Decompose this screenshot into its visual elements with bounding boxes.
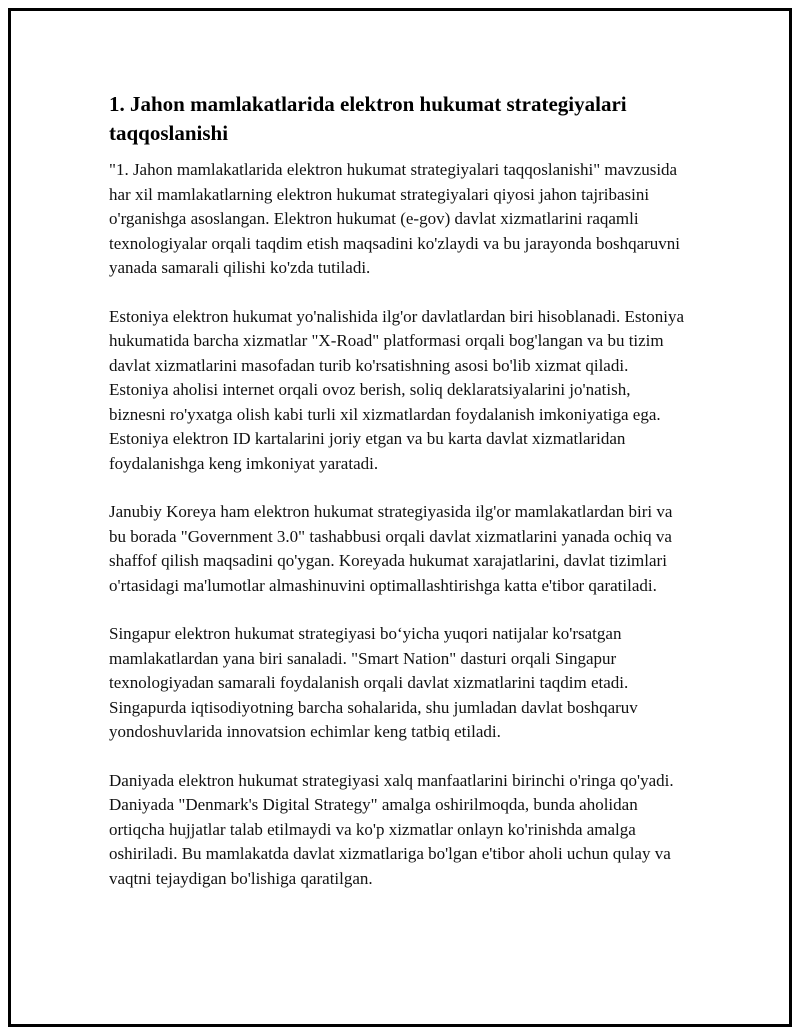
document-body xyxy=(109,90,689,915)
paragraph-singapore: Singapur elektron hukumat strategiyasi bo‘yicha yuqori natijalar ko'rsatgan mamlakatlardan yana biri sanaladi. "Smart Nation" dasturi orqali Singapur texnologiyadan samarali foydalanish orqali davlat xizmatlarini taqdim etadi. Singapurda iqtisodiyotning barcha sohalarida, shu jumladan davlat boshqaruv yondoshuvlarida innovatsion echimlar keng tatbiq etiladi. xyxy=(109,624,638,741)
paragraph-intro: "1. Jahon mamlakatlarida elektron hukumat strategiyalari taqqoslanishi" mavzusida har xil mamlakatlarning elektron hukumat strategiyalari qiyosi jahon tajribasini o'rganishga asoslangan. Elektron hukumat (e-gov) davlat xizmatlarini raqamli texnologiyalar orqali taqdim etish maqsadini ko'zlaydi va bu jarayonda boshqaruvni yanada samarali qilishi ko'zda tutiladi. xyxy=(109,160,681,277)
paragraph-south-korea: Janubiy Koreya ham elektron hukumat strategiyasida ilg'or mamlakatlardan biri va bu borada "Government 3.0" tashabbusi orqali davlat xizmatlarini yanada ochiq va shaffof qilish maqsadini qo'ygan. Koreyada hukumat xarajatlarini, davlat tizimlari o'rtasidagi ma'lumotlar almashinuvini optimallashtirishga katta e'tibor qaratiladi. xyxy=(109,502,673,595)
paragraph-denmark: Daniyada elektron hukumat strategiyasi xalq manfaatlarini birinchi o'ringa qo'yadi. Daniyada "Denmark's Digital Strategy" amalga oshirilmoqda, bunda aholidan ortiqcha hujjatlar talab etilmaydi va ko'p xizmatlar onlayn ko'rinishda amalga oshiriladi. Bu mamlakatda davlat xizmatlariga bo'lgan e'tibor aholi uchun qulay va vaqtni tejaydigan bo'lishiga qaratilgan. xyxy=(109,770,674,888)
document-title: 1. Jahon mamlakatlarida elektron hukumat strategiyalari taqqoslanishi xyxy=(109,92,627,145)
paragraph-estonia: Estoniya elektron hukumat yo'nalishida ilg'or davlatlardan biri hisoblanadi. Estoniya hukumatida barcha xizmatlar "X-Road" platformasi orqali bog'langan va bu tizim davlat xizmatlarini masofadan turib ko'rsatishning asosi bo'lib xizmat qiladi. Estoniya aholisi internet orqali ovoz berish, soliq deklaratsiyalarini jo'natish, biznesni ro'yxatga olish kabi turli xil xizmatlardan foydalanish imkoniyatiga ega. Estoniya elektron ID kartalarini joriy etgan va bu karta davlat xizmatlaridan foydalanishga keng imkoniyat yaratadi. xyxy=(109,306,685,473)
